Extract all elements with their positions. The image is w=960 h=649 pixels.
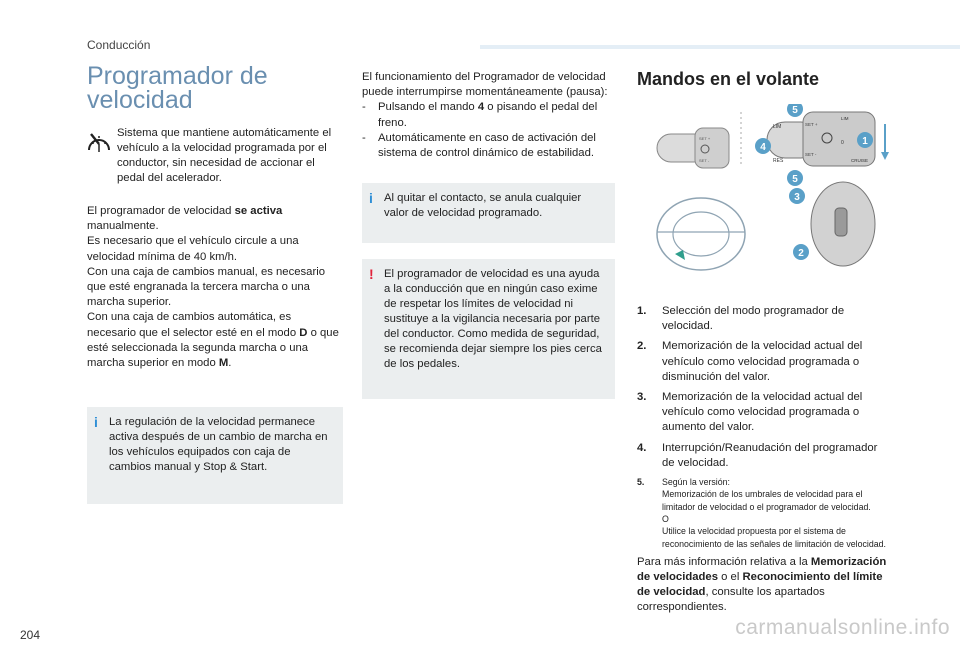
svg-text:0: 0 xyxy=(841,140,844,146)
intro-text: Sistema que mantiene automáticamente el vehículo a la velocidad programada por el conductor, sin necesidad de accionar el pedal del acelerador. xyxy=(117,127,332,184)
svg-text:5: 5 xyxy=(792,174,798,185)
pause-intro: El funcionamiento del Programador de velocidad puede interrumpirse momentáneamente (pausa): xyxy=(362,71,608,99)
svg-text:2: 2 xyxy=(798,248,804,259)
controls-list xyxy=(637,304,892,550)
stalk-pod-small xyxy=(657,128,729,168)
svg-text:5: 5 xyxy=(792,105,798,116)
list-item: - Pulsando el mando 4 o pisando el pedal del freno. xyxy=(362,100,615,130)
left-column xyxy=(87,64,343,504)
intro-block xyxy=(87,126,343,186)
svg-text:SET +: SET + xyxy=(805,122,818,127)
middle-column xyxy=(362,70,615,399)
callout-1 xyxy=(857,132,873,148)
info-box: i La regulación de la velocidad permanece activa después de un cambio de marcha en los vehículos equipados con caja de cambios manual y Stop & Start. xyxy=(87,407,343,504)
svg-text:4: 4 xyxy=(760,142,766,153)
svg-text:CRUISE: CRUISE xyxy=(851,158,869,163)
header-bar xyxy=(480,45,960,49)
pause-list xyxy=(362,100,615,161)
activation-paragraph: El programador de velocidad se activa manualmente. Es necesario que el vehículo circule a una velocidad mínima de 40 km/h. Con una caja de cambios manual, es necesario que esté engranada la tercera marcha o una marcha superior. Con una caja de cambios automática, es necesario que el selector esté en el modo D o que esté seleccionada la segunda marcha o una marcha superior en modo M. xyxy=(87,205,339,370)
list-item: 3. Memorización de la velocidad actual del vehículo como velocidad programada o aumento del valor. xyxy=(637,391,863,434)
steering-wheel-icon xyxy=(657,198,745,270)
svg-text:SET -: SET - xyxy=(805,152,817,157)
info-icon: i xyxy=(369,190,373,207)
svg-text:SET -: SET - xyxy=(699,158,710,163)
svg-text:SET +: SET + xyxy=(699,136,711,141)
svg-text:LIM: LIM xyxy=(773,124,782,130)
svg-text:1: 1 xyxy=(862,136,868,147)
callout-4 xyxy=(755,138,771,154)
list-item: 1. Selección del modo programador de velocidad. xyxy=(637,305,845,333)
svg-text:LIM: LIM xyxy=(841,116,849,121)
page-number: 204 xyxy=(20,628,41,642)
watermark: carmanualsonline.info xyxy=(735,616,950,639)
warning-icon: ! xyxy=(369,266,374,283)
list-item: - Automáticamente en caso de activación del sistema de control dinámico de estabilidad. xyxy=(362,131,615,161)
cruise-control-icon xyxy=(87,128,111,186)
list-item: 4. Interrupción/Reanudación del programador de velocidad. xyxy=(637,441,878,469)
more-info-paragraph: Para más información relativa a la Memorización de velocidades o el Reconocimiento del límite de velocidad, consulte los apartados correspondientes. xyxy=(637,555,887,614)
section-label: Conducción xyxy=(87,38,151,52)
info-icon: i xyxy=(94,414,98,431)
info-box: i Al quitar el contacto, se anula cualquier valor de velocidad programado. xyxy=(362,183,615,243)
svg-text:RES: RES xyxy=(773,158,784,164)
warning-box: ! El programador de velocidad es una ayuda a la conducción que en ningún caso exime de respetar los límites de velocidad ni sustituye a la vigilancia necesaria por parte del conductor. Como medida de seguridad, se recomienda dejar siempre los pies cerca de los pedales. xyxy=(362,259,615,399)
callout-3 xyxy=(789,188,805,204)
thumbwheel xyxy=(811,182,875,266)
callout-2 xyxy=(793,244,809,260)
svg-text:3: 3 xyxy=(794,192,800,203)
speed-requirement: Es necesario que el vehículo circule a una velocidad mínima de 40 km/h. xyxy=(87,235,299,263)
callout-5-top xyxy=(787,104,803,117)
steering-controls-diagram xyxy=(655,104,889,276)
list-item: 2. Memorización de la velocidad actual del vehículo como velocidad programada o disminución del valor. xyxy=(637,340,863,383)
right-column xyxy=(637,64,892,616)
controls-title: Mandos en el volante xyxy=(637,69,820,89)
section-title: Programador de velocidad xyxy=(87,62,268,114)
manual-requirement: Con una caja de cambios manual, es necesario que esté engranada la tercera marcha o una marcha superior. xyxy=(87,265,326,309)
callout-5-bottom xyxy=(787,170,803,186)
list-item: 5. Según la versión: Memorización de los umbrales de velocidad para el limitador de velocidad o el programador de velocidad. O Utilice la velocidad propuesta por el sistema de reconocimiento de las señales de limitación de velocidad. xyxy=(637,477,886,549)
